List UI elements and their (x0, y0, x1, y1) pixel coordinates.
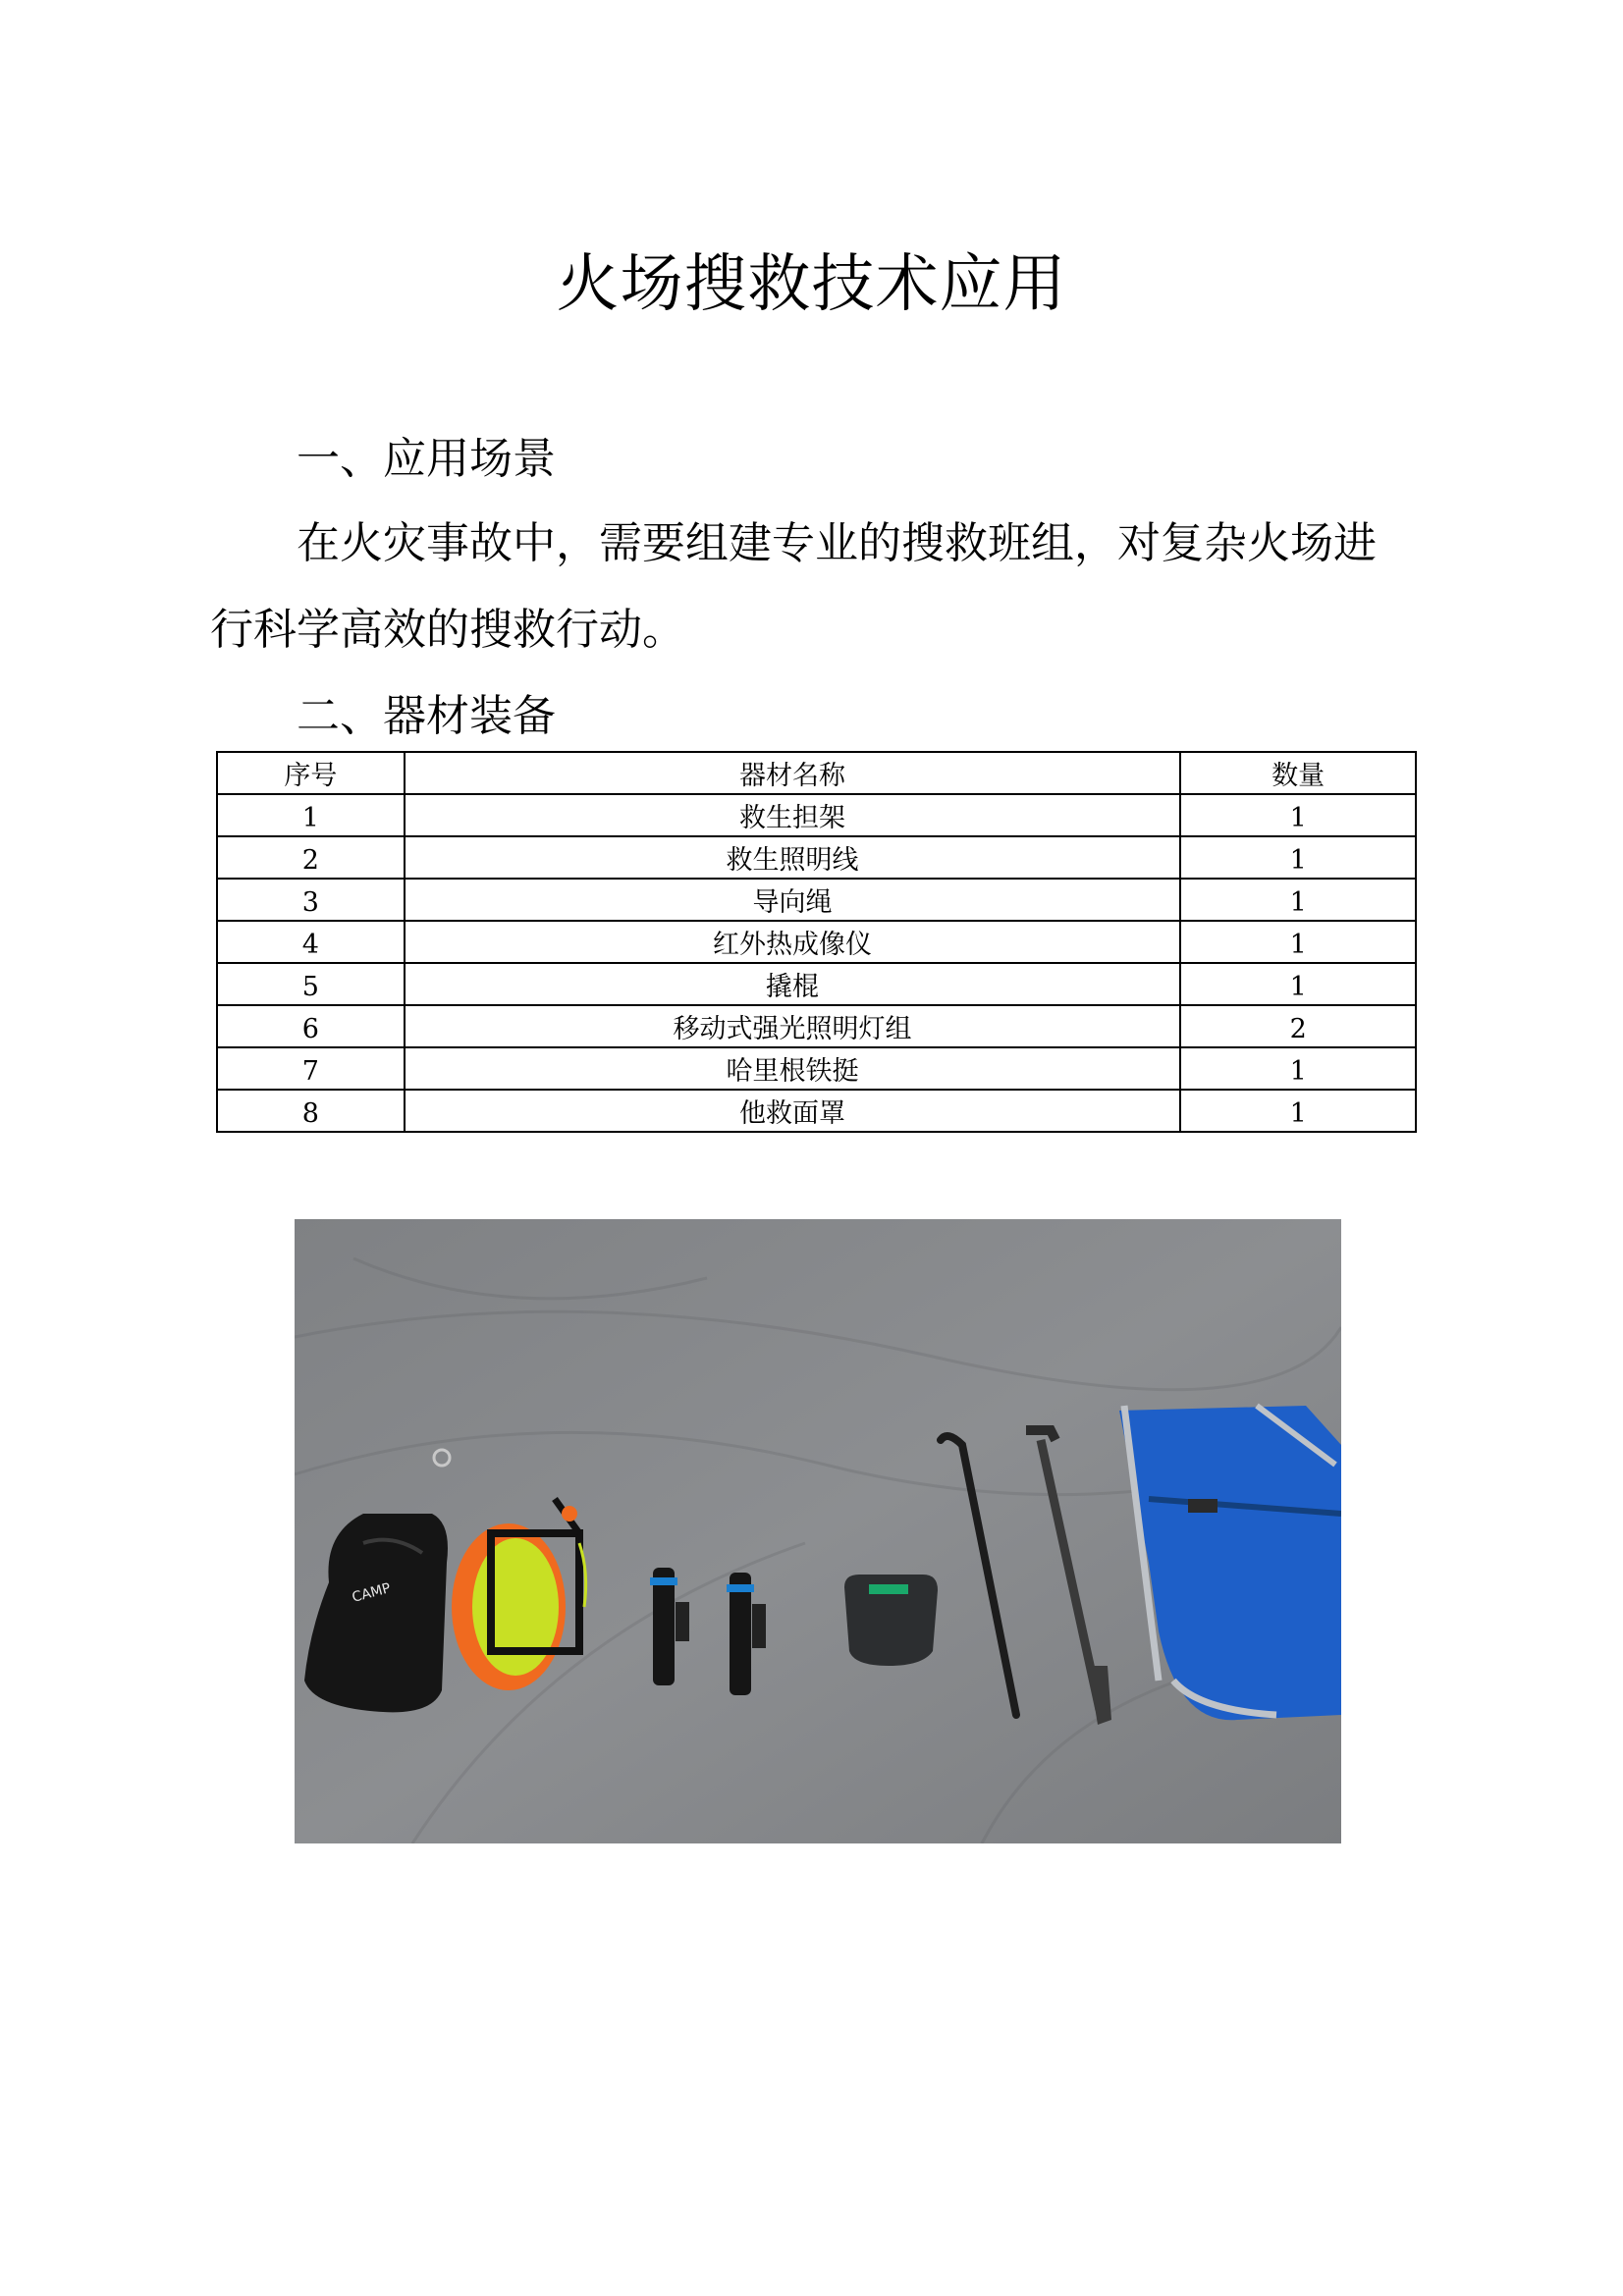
table-row (217, 794, 1416, 836)
table-row (217, 1047, 1416, 1090)
table-row (217, 836, 1416, 879)
table-cell-index: 1 (217, 794, 405, 836)
table-cell-name: 红外热成像仪 (405, 921, 1181, 963)
table-cell-name: 救生照明线 (405, 836, 1181, 879)
table-cell-name: 救生担架 (405, 794, 1181, 836)
bag-logo: CAMP (350, 1580, 393, 1606)
table-cell-name: 他救面罩 (405, 1090, 1181, 1132)
table-cell-index: 8 (217, 1090, 405, 1132)
table-cell-name: 移动式强光照明灯组 (405, 1005, 1181, 1047)
table-cell-quantity: 1 (1180, 794, 1416, 836)
equipment-table (216, 751, 1417, 1133)
section-heading-equipment: 二、器材装备 (297, 691, 556, 741)
equipment-photo-illustration (295, 1219, 1341, 1843)
table-cell-index: 5 (217, 963, 405, 1005)
table-header-row (217, 752, 1416, 794)
column-header-index: 序号 (217, 752, 405, 794)
table-cell-name: 哈里根铁挺 (405, 1047, 1181, 1090)
section-heading-application-scene: 一、应用场景 (297, 434, 556, 484)
document-title: 火场搜救技术应用 (556, 248, 1067, 321)
table-cell-quantity: 1 (1180, 921, 1416, 963)
table-cell-name: 撬棍 (405, 963, 1181, 1005)
table-cell-index: 7 (217, 1047, 405, 1090)
column-header-equipment-name: 器材名称 (405, 752, 1181, 794)
table-cell-quantity: 1 (1180, 836, 1416, 879)
table-cell-index: 2 (217, 836, 405, 879)
table-cell-quantity: 1 (1180, 963, 1416, 1005)
mask-pouch-icon (844, 1575, 938, 1666)
table-cell-quantity: 1 (1180, 1047, 1416, 1090)
table-row (217, 921, 1416, 963)
table-cell-index: 3 (217, 879, 405, 921)
equipment-photo (295, 1219, 1341, 1843)
table-cell-index: 4 (217, 921, 405, 963)
table-cell-quantity: 1 (1180, 879, 1416, 921)
table-cell-index: 6 (217, 1005, 405, 1047)
table-row (217, 1005, 1416, 1047)
table-row (217, 879, 1416, 921)
table-cell-quantity: 2 (1180, 1005, 1416, 1047)
table-cell-quantity: 1 (1180, 1090, 1416, 1132)
section-paragraph: 在火灾事故中，需要组建专业的搜救班组，对复杂火场进行科学高效的搜救行动。 (210, 518, 1377, 655)
table-row (217, 1090, 1416, 1132)
table-row (217, 963, 1416, 1005)
column-header-quantity: 数量 (1180, 752, 1416, 794)
table-cell-name: 导向绳 (405, 879, 1181, 921)
